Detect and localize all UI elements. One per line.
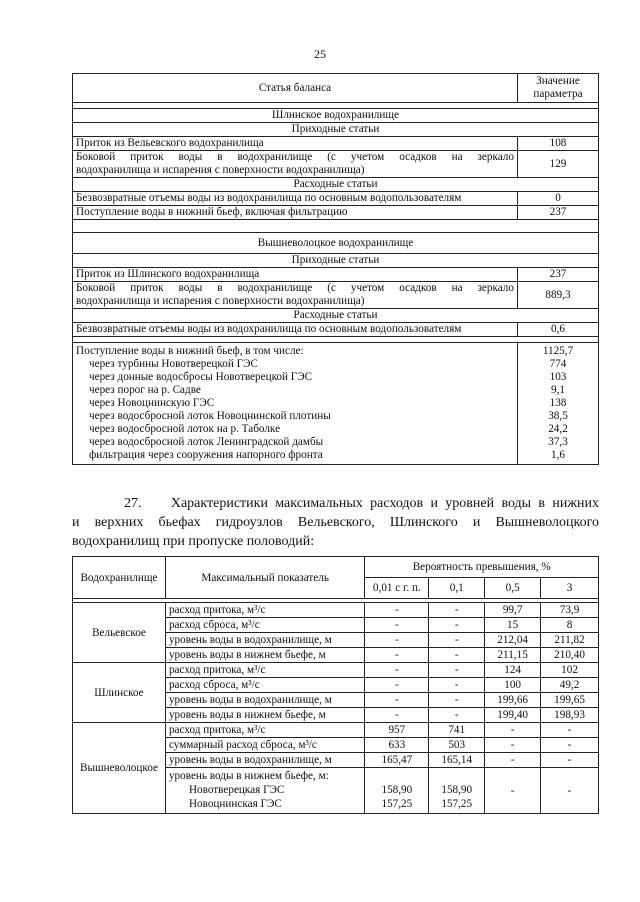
table-row: [73, 603, 599, 618]
outflow-row: [73, 343, 599, 465]
cell-value: 199,66: [485, 693, 541, 708]
section-line2: и верхних бьефах гидроузлов Вельевского, Шлинского и Вышневолоцкого: [72, 515, 599, 530]
flood-characteristics-table: [72, 556, 599, 814]
indicator-label: расход сброса, м³/с: [165, 678, 364, 693]
cell-value: -: [429, 648, 485, 663]
outflow-item-value: 1,6: [551, 449, 565, 461]
cell-value: -: [365, 708, 429, 723]
header-value-line1: Значение: [536, 75, 580, 87]
cell-value: 8: [541, 618, 599, 633]
indicator-label: расход притока, м³/с: [165, 663, 364, 678]
cell-value: -: [365, 633, 429, 648]
indicator-label: суммарный расход сброса, м³/с: [165, 738, 364, 753]
cell-value: -: [429, 708, 485, 723]
header-balance-item: Статья баланса: [73, 74, 518, 103]
lower-sub2-v2: 157,25: [441, 798, 473, 810]
lower-sub2-v1: 157,25: [381, 798, 413, 810]
indicator-label: уровень воды в нижнем бьефе, м: [165, 648, 364, 663]
outflow-item-label: через донные водосбросы Новотверецкой ГЭС: [89, 371, 313, 383]
subsection-row: [73, 309, 599, 323]
cell-value: 49,2: [541, 678, 599, 693]
shlina-expense-title: Расходные статьи: [73, 178, 599, 192]
table-header-row: [73, 74, 599, 103]
row-label: Поступление воды в нижний бьеф, включая фильтрацию: [73, 206, 518, 220]
row-label: Приток из Вельевского водохранилища: [73, 137, 518, 151]
row-label: Приток из Шлинского водохранилища: [73, 268, 518, 282]
outflow-item-value: 103: [549, 371, 567, 383]
cell-value: -: [429, 633, 485, 648]
cell-value: 212,04: [485, 633, 541, 648]
indicator-label: уровень воды в водохранилище, м: [165, 753, 364, 768]
cell-value: 957: [365, 723, 429, 738]
indicator-label: уровень воды в водохранилище, м: [165, 693, 364, 708]
table-row: [73, 137, 599, 151]
outflow-item-label: через турбины Новотверецкой ГЭС: [89, 358, 258, 370]
cell-value: -: [429, 693, 485, 708]
cell-value: -: [365, 693, 429, 708]
cell-value: 503: [429, 738, 485, 753]
section-title-row: [73, 109, 599, 123]
indicator-label: расход притока, м³/с: [165, 723, 364, 738]
subsection-row: [73, 123, 599, 137]
header-p2: 0,1: [429, 578, 485, 599]
cell-value: -: [365, 648, 429, 663]
indicator-label: расход притока, м³/с: [165, 603, 364, 618]
cell-value: 102: [541, 663, 599, 678]
cell-value: -: [485, 723, 541, 738]
shlina-title: Шлинское водохранилище: [73, 109, 599, 123]
section-line1: Характеристики максимальных расходов и уровней воды в нижних: [170, 496, 600, 511]
indicator-label: уровень воды в нижнем бьефе, м: [165, 708, 364, 723]
cell-value: -: [429, 603, 485, 618]
cell-value: 210,40: [541, 648, 599, 663]
row-value: 0,6: [518, 323, 599, 337]
lower-pool-label: уровень воды в нижнем бьефе, м:: [168, 770, 329, 782]
table-row: [73, 663, 599, 678]
cell-value: -: [429, 663, 485, 678]
table-header-row: [73, 557, 599, 578]
cell-value: 124: [485, 663, 541, 678]
cell-value: [429, 768, 485, 814]
row-label: Безвозвратные отъемы воды из водохранилища по основным водопользователям: [73, 323, 518, 337]
cell-value: -: [365, 603, 429, 618]
cell-value: -: [541, 723, 599, 738]
section-number: 27.: [124, 496, 142, 511]
cell-value: -: [541, 753, 599, 768]
table-row: [73, 206, 599, 220]
header-p3: 0,5: [485, 578, 541, 599]
cell-value: -: [429, 618, 485, 633]
table-row: [73, 192, 599, 206]
header-probability: Вероятность превышения, %: [365, 557, 599, 578]
cell-value: -: [429, 678, 485, 693]
outflow-item-label: через водосбросной лоток на р. Таболке: [89, 423, 281, 435]
row-value: 237: [518, 206, 599, 220]
header-indicator: Максимальный показатель: [165, 557, 364, 599]
row-value: 108: [518, 137, 599, 151]
cell-value: 165,47: [365, 753, 429, 768]
cell-value: 199,65: [541, 693, 599, 708]
spacer-row: [73, 220, 599, 233]
indicator-label: расход сброса, м³/с: [165, 618, 364, 633]
reservoir-name: Вышневолоцкое: [73, 723, 166, 814]
balance-table: [72, 73, 599, 465]
cell-value: -: [541, 738, 599, 753]
outflow-label: Поступление воды в нижний бьеф, в том числе:: [76, 345, 304, 357]
section-heading: [72, 494, 599, 551]
outflow-item-label: фильтрация через сооружения напорного фронта: [89, 449, 323, 461]
table-row: [73, 268, 599, 282]
lower-pool-sub2: Новоцнинская ГЭС: [188, 798, 282, 810]
cell-value: 165,14: [429, 753, 485, 768]
header-value-line2: параметра: [533, 88, 583, 100]
row-label-line1: Боковой приток воды в водохранилище (с учетом осадков на зеркало: [76, 282, 514, 294]
section-line3: водохранилищ при пропуске половодий:: [72, 534, 315, 549]
reservoir-name: Вельевское: [73, 603, 166, 663]
outflow-labels: [73, 343, 518, 465]
outflow-values: [518, 343, 599, 465]
page-number: 25: [314, 47, 326, 61]
section-title-row: [73, 233, 599, 254]
cell-value: 73,9: [541, 603, 599, 618]
cell-value: -: [365, 678, 429, 693]
cell-value: 741: [429, 723, 485, 738]
row-label-line2: водохранилища и испарения с поверхности водохранилища): [76, 295, 365, 307]
header-reservoir: Водохранилище: [73, 557, 166, 599]
outflow-item-value: 774: [549, 358, 567, 370]
table-row: [73, 282, 599, 309]
row-value: 237: [518, 268, 599, 282]
cell-value: 99,7: [485, 603, 541, 618]
row-value: 0: [518, 192, 599, 206]
subsection-row: [73, 254, 599, 268]
row-value: 889,3: [518, 282, 599, 309]
cell-value: -: [485, 768, 541, 814]
cell-value: 211,15: [485, 648, 541, 663]
vyshnevolotsk-title: Вышневолоцкое водохранилище: [73, 233, 599, 254]
cell-value: -: [541, 768, 599, 814]
subsection-row: [73, 178, 599, 192]
cell-value: [365, 768, 429, 814]
cell-value: 15: [485, 618, 541, 633]
reservoir-name: Шлинское: [73, 663, 166, 723]
vyshnevolotsk-expense-title: Расходные статьи: [73, 309, 599, 323]
cell-value: 198,93: [541, 708, 599, 723]
cell-value: 199,40: [485, 708, 541, 723]
row-label-line1: Боковой приток воды в водохранилище (с учетом осадков на зеркало: [76, 151, 514, 163]
outflow-item-label: через порог на р. Садве: [89, 384, 201, 396]
cell-value: -: [485, 738, 541, 753]
table-row: [73, 723, 599, 738]
row-label: [73, 282, 518, 309]
outflow-item-value: 138: [549, 397, 567, 409]
cell-value: -: [485, 753, 541, 768]
lower-sub1-v1: 158,90: [381, 784, 413, 796]
cell-value: 100: [485, 678, 541, 693]
row-value: 129: [518, 151, 599, 178]
outflow-item-value: 9,1: [551, 384, 565, 396]
row-label: Безвозвратные отъемы воды из водохранилища по основным водопользователям: [73, 192, 518, 206]
row-label-line2: водохранилища и испарения с поверхности водохранилища): [76, 164, 365, 176]
cell-value: -: [365, 663, 429, 678]
outflow-item-label: через Новоцнинскую ГЭС: [89, 397, 215, 409]
cell-value: 633: [365, 738, 429, 753]
vyshnevolotsk-income-title: Приходные статьи: [73, 254, 599, 268]
lower-pool-sub1: Новотверецкая ГЭС: [188, 784, 285, 796]
outflow-item-value: 37,3: [548, 436, 568, 448]
outflow-item-label: через водосбросной лоток Ленинградской дамбы: [89, 436, 324, 448]
cell-value: -: [365, 618, 429, 633]
outflow-item-value: 24,2: [548, 423, 568, 435]
outflow-value: 1125,7: [542, 345, 574, 357]
shlina-income-title: Приходные статьи: [73, 123, 599, 137]
indicator-label: уровень воды в водохранилище, м: [165, 633, 364, 648]
lower-sub1-v2: 158,90: [441, 784, 473, 796]
header-p1: 0,01 с г. п.: [365, 578, 429, 599]
header-p4: 3: [541, 578, 599, 599]
outflow-item-label: через водосбросной лоток Новоцнинской плотины: [89, 410, 331, 422]
row-label: [73, 151, 518, 178]
indicator-label: [165, 768, 364, 814]
table-row: [73, 151, 599, 178]
table-row: [73, 323, 599, 337]
outflow-item-value: 38,5: [548, 410, 568, 422]
header-parameter-value: [518, 74, 599, 103]
cell-value: 211,82: [541, 633, 599, 648]
